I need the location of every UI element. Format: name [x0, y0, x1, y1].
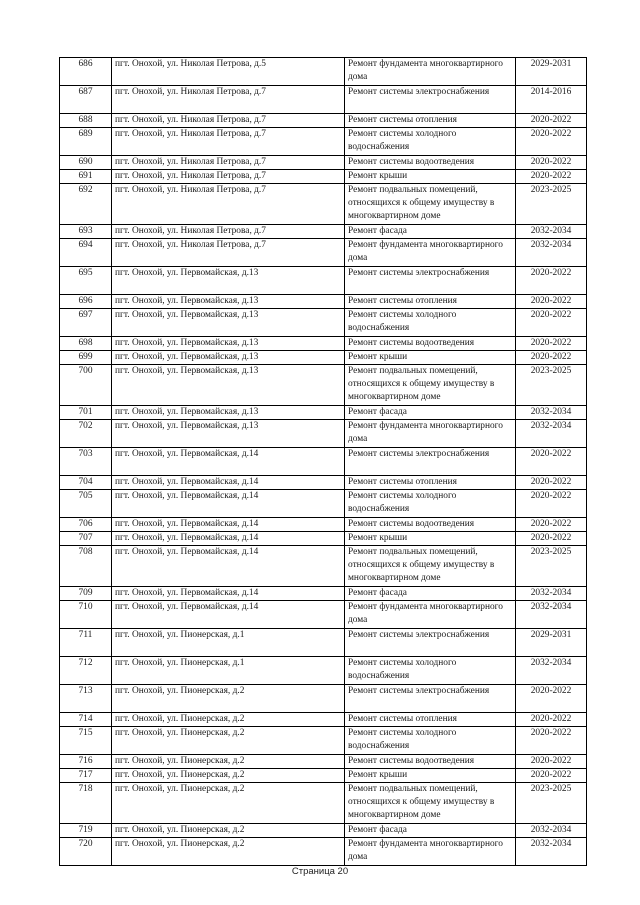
- row-number-cell: 688: [60, 114, 112, 128]
- work-type-cell: Ремонт системы холодного водоснабжения: [345, 128, 516, 156]
- work-type-cell: Ремонт крыши: [345, 351, 516, 365]
- row-number-cell: 719: [60, 824, 112, 838]
- work-type-cell: Ремонт подвальных помещений, относящихся к общему имуществу в многоквартирном доме: [345, 365, 516, 406]
- period-cell: 2020-2022: [516, 727, 587, 755]
- work-type-cell: Ремонт системы холодного водоснабжения: [345, 490, 516, 518]
- work-type-cell: Ремонт системы холодного водоснабжения: [345, 727, 516, 755]
- row-number-cell: 701: [60, 406, 112, 420]
- period-cell: 2020-2022: [516, 755, 587, 769]
- row-number-cell: 700: [60, 365, 112, 406]
- work-type-cell: Ремонт фундамента многоквартирного дома: [345, 420, 516, 448]
- table-row: [60, 769, 587, 783]
- row-number-cell: 686: [60, 58, 112, 86]
- work-type-cell: Ремонт системы отопления: [345, 476, 516, 490]
- address-cell: пгт. Онохой, ул. Пионерская, д.2: [112, 713, 345, 727]
- row-number-cell: 691: [60, 170, 112, 184]
- work-type-cell: Ремонт подвальных помещений, относящихся к общему имуществу в многоквартирном доме: [345, 184, 516, 225]
- address-cell: пгт. Онохой, ул. Пионерская, д.2: [112, 824, 345, 838]
- row-number-cell: 690: [60, 156, 112, 170]
- repair-schedule-table: [59, 57, 587, 866]
- address-cell: пгт. Онохой, ул. Первомайская, д.14: [112, 546, 345, 587]
- work-type-cell: Ремонт подвальных помещений, относящихся к общему имуществу в многоквартирном доме: [345, 546, 516, 587]
- address-cell: пгт. Онохой, ул. Пионерская, д.1: [112, 657, 345, 685]
- work-type-cell: Ремонт системы холодного водоснабжения: [345, 309, 516, 337]
- period-cell: 2020-2022: [516, 476, 587, 490]
- row-number-cell: 710: [60, 601, 112, 629]
- table-row: [60, 420, 587, 448]
- table-row: [60, 58, 587, 86]
- period-cell: 2014-2016: [516, 86, 587, 114]
- period-cell: 2020-2022: [516, 267, 587, 295]
- address-cell: пгт. Онохой, ул. Первомайская, д.14: [112, 476, 345, 490]
- table-row: [60, 156, 587, 170]
- work-type-cell: Ремонт системы электроснабжения: [345, 86, 516, 114]
- row-number-cell: 720: [60, 838, 112, 866]
- work-type-cell: Ремонт фасада: [345, 225, 516, 239]
- period-cell: 2020-2022: [516, 518, 587, 532]
- period-cell: 2032-2034: [516, 406, 587, 420]
- table-row: [60, 184, 587, 225]
- table-row: [60, 406, 587, 420]
- row-number-cell: 698: [60, 337, 112, 351]
- table-row: [60, 518, 587, 532]
- address-cell: пгт. Онохой, ул. Николая Петрова, д.7: [112, 184, 345, 225]
- address-cell: пгт. Онохой, ул. Николая Петрова, д.7: [112, 225, 345, 239]
- table-row: [60, 727, 587, 755]
- period-cell: 2032-2034: [516, 838, 587, 866]
- address-cell: пгт. Онохой, ул. Николая Петрова, д.7: [112, 128, 345, 156]
- work-type-cell: Ремонт фасада: [345, 406, 516, 420]
- table-row: [60, 490, 587, 518]
- period-cell: 2023-2025: [516, 365, 587, 406]
- table-row: [60, 838, 587, 866]
- work-type-cell: Ремонт системы отопления: [345, 114, 516, 128]
- table-row: [60, 755, 587, 769]
- period-cell: 2020-2022: [516, 170, 587, 184]
- row-number-cell: 693: [60, 225, 112, 239]
- work-type-cell: Ремонт системы электроснабжения: [345, 685, 516, 713]
- address-cell: пгт. Онохой, ул. Первомайская, д.13: [112, 406, 345, 420]
- table-row: [60, 365, 587, 406]
- row-number-cell: 717: [60, 769, 112, 783]
- work-type-cell: Ремонт системы водоотведения: [345, 755, 516, 769]
- page-footer: Страница 20: [291, 866, 349, 877]
- work-type-cell: Ремонт фасада: [345, 824, 516, 838]
- document-page: [59, 57, 586, 866]
- period-cell: 2032-2034: [516, 587, 587, 601]
- table-row: [60, 295, 587, 309]
- period-cell: 2020-2022: [516, 685, 587, 713]
- address-cell: пгт. Онохой, ул. Николая Петрова, д.7: [112, 156, 345, 170]
- work-type-cell: Ремонт подвальных помещений, относящихся к общему имуществу в многоквартирном доме: [345, 783, 516, 824]
- row-number-cell: 697: [60, 309, 112, 337]
- work-type-cell: Ремонт системы водоотведения: [345, 156, 516, 170]
- work-type-cell: Ремонт фундамента многоквартирного дома: [345, 239, 516, 267]
- table-row: [60, 337, 587, 351]
- row-number-cell: 696: [60, 295, 112, 309]
- address-cell: пгт. Онохой, ул. Пионерская, д.2: [112, 755, 345, 769]
- period-cell: 2032-2034: [516, 239, 587, 267]
- period-cell: 2029-2031: [516, 629, 587, 657]
- address-cell: пгт. Онохой, ул. Пионерская, д.2: [112, 685, 345, 713]
- row-number-cell: 716: [60, 755, 112, 769]
- table-row: [60, 309, 587, 337]
- address-cell: пгт. Онохой, ул. Первомайская, д.13: [112, 295, 345, 309]
- work-type-cell: Ремонт системы электроснабжения: [345, 448, 516, 476]
- table-row: [60, 657, 587, 685]
- address-cell: пгт. Онохой, ул. Первомайская, д.14: [112, 518, 345, 532]
- table-row: [60, 267, 587, 295]
- work-type-cell: Ремонт крыши: [345, 769, 516, 783]
- table-row: [60, 239, 587, 267]
- row-number-cell: 714: [60, 713, 112, 727]
- address-cell: пгт. Онохой, ул. Первомайская, д.14: [112, 587, 345, 601]
- row-number-cell: 707: [60, 532, 112, 546]
- address-cell: пгт. Онохой, ул. Пионерская, д.1: [112, 629, 345, 657]
- address-cell: пгт. Онохой, ул. Пионерская, д.2: [112, 727, 345, 755]
- table-row: [60, 114, 587, 128]
- table-row: [60, 532, 587, 546]
- table-row: [60, 225, 587, 239]
- row-number-cell: 702: [60, 420, 112, 448]
- work-type-cell: Ремонт крыши: [345, 170, 516, 184]
- period-cell: 2020-2022: [516, 769, 587, 783]
- table-row: [60, 713, 587, 727]
- row-number-cell: 687: [60, 86, 112, 114]
- period-cell: 2032-2034: [516, 225, 587, 239]
- table-row: [60, 448, 587, 476]
- address-cell: пгт. Онохой, ул. Первомайская, д.13: [112, 267, 345, 295]
- address-cell: пгт. Онохой, ул. Первомайская, д.13: [112, 309, 345, 337]
- work-type-cell: Ремонт системы отопления: [345, 713, 516, 727]
- period-cell: 2020-2022: [516, 114, 587, 128]
- table-row: [60, 629, 587, 657]
- work-type-cell: Ремонт фасада: [345, 587, 516, 601]
- row-number-cell: 692: [60, 184, 112, 225]
- table-row: [60, 128, 587, 156]
- period-cell: 2023-2025: [516, 184, 587, 225]
- table-row: [60, 546, 587, 587]
- row-number-cell: 699: [60, 351, 112, 365]
- row-number-cell: 703: [60, 448, 112, 476]
- row-number-cell: 705: [60, 490, 112, 518]
- period-cell: 2023-2025: [516, 546, 587, 587]
- row-number-cell: 695: [60, 267, 112, 295]
- period-cell: 2020-2022: [516, 128, 587, 156]
- table-body: [60, 58, 587, 866]
- period-cell: 2023-2025: [516, 783, 587, 824]
- period-cell: 2032-2034: [516, 601, 587, 629]
- table-row: [60, 824, 587, 838]
- table-row: [60, 783, 587, 824]
- table-row: [60, 601, 587, 629]
- address-cell: пгт. Онохой, ул. Первомайская, д.13: [112, 337, 345, 351]
- address-cell: пгт. Онохой, ул. Пионерская, д.2: [112, 838, 345, 866]
- address-cell: пгт. Онохой, ул. Николая Петрова, д.7: [112, 114, 345, 128]
- row-number-cell: 709: [60, 587, 112, 601]
- period-cell: 2032-2034: [516, 657, 587, 685]
- address-cell: пгт. Онохой, ул. Николая Петрова, д.7: [112, 239, 345, 267]
- period-cell: 2032-2034: [516, 824, 587, 838]
- row-number-cell: 694: [60, 239, 112, 267]
- table-row: [60, 351, 587, 365]
- row-number-cell: 704: [60, 476, 112, 490]
- period-cell: 2020-2022: [516, 713, 587, 727]
- row-number-cell: 713: [60, 685, 112, 713]
- work-type-cell: Ремонт системы водоотведения: [345, 337, 516, 351]
- address-cell: пгт. Онохой, ул. Первомайская, д.14: [112, 490, 345, 518]
- address-cell: пгт. Онохой, ул. Первомайская, д.14: [112, 532, 345, 546]
- address-cell: пгт. Онохой, ул. Пионерская, д.2: [112, 769, 345, 783]
- row-number-cell: 689: [60, 128, 112, 156]
- period-cell: 2020-2022: [516, 337, 587, 351]
- row-number-cell: 718: [60, 783, 112, 824]
- period-cell: 2020-2022: [516, 490, 587, 518]
- work-type-cell: Ремонт фундамента многоквартирного дома: [345, 58, 516, 86]
- period-cell: 2020-2022: [516, 295, 587, 309]
- address-cell: пгт. Онохой, ул. Первомайская, д.13: [112, 351, 345, 365]
- row-number-cell: 708: [60, 546, 112, 587]
- work-type-cell: Ремонт системы холодного водоснабжения: [345, 657, 516, 685]
- row-number-cell: 706: [60, 518, 112, 532]
- address-cell: пгт. Онохой, ул. Первомайская, д.13: [112, 365, 345, 406]
- address-cell: пгт. Онохой, ул. Пионерская, д.2: [112, 783, 345, 824]
- work-type-cell: Ремонт крыши: [345, 532, 516, 546]
- address-cell: пгт. Онохой, ул. Николая Петрова, д.7: [112, 86, 345, 114]
- row-number-cell: 715: [60, 727, 112, 755]
- address-cell: пгт. Онохой, ул. Первомайская, д.14: [112, 448, 345, 476]
- period-cell: 2020-2022: [516, 156, 587, 170]
- work-type-cell: Ремонт системы электроснабжения: [345, 267, 516, 295]
- work-type-cell: Ремонт системы водоотведения: [345, 518, 516, 532]
- period-cell: 2020-2022: [516, 309, 587, 337]
- period-cell: 2020-2022: [516, 448, 587, 476]
- address-cell: пгт. Онохой, ул. Первомайская, д.14: [112, 601, 345, 629]
- table-row: [60, 86, 587, 114]
- address-cell: пгт. Онохой, ул. Николая Петрова, д.7: [112, 170, 345, 184]
- address-cell: пгт. Онохой, ул. Первомайская, д.13: [112, 420, 345, 448]
- period-cell: 2032-2034: [516, 420, 587, 448]
- table-row: [60, 685, 587, 713]
- period-cell: 2020-2022: [516, 532, 587, 546]
- row-number-cell: 712: [60, 657, 112, 685]
- row-number-cell: 711: [60, 629, 112, 657]
- address-cell: пгт. Онохой, ул. Николая Петрова, д.5: [112, 58, 345, 86]
- work-type-cell: Ремонт фундамента многоквартирного дома: [345, 838, 516, 866]
- period-cell: 2029-2031: [516, 58, 587, 86]
- work-type-cell: Ремонт системы отопления: [345, 295, 516, 309]
- work-type-cell: Ремонт фундамента многоквартирного дома: [345, 601, 516, 629]
- table-row: [60, 170, 587, 184]
- table-row: [60, 587, 587, 601]
- table-row: [60, 476, 587, 490]
- period-cell: 2020-2022: [516, 351, 587, 365]
- work-type-cell: Ремонт системы электроснабжения: [345, 629, 516, 657]
